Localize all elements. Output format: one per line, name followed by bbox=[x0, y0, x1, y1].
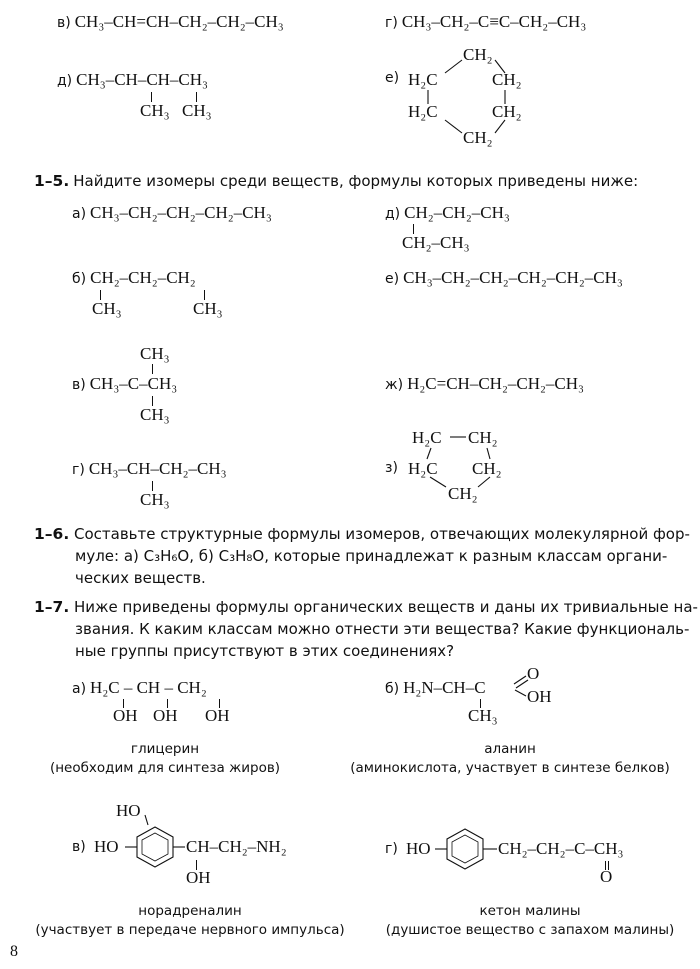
ring-atom: CH₂ bbox=[463, 45, 493, 64]
ring-atom: CH₂ bbox=[468, 428, 498, 447]
problem-number: 1–5. bbox=[34, 172, 70, 190]
ring-atom: CH₂ bbox=[492, 102, 522, 121]
item-label: а) bbox=[72, 681, 87, 697]
formula: CH₃–CH₂–CH₂–CH₂–CH₃ bbox=[90, 203, 272, 222]
substituent: CH₃ bbox=[193, 299, 223, 318]
item-label: в) bbox=[72, 839, 86, 855]
problem-text-line: ческих веществ. bbox=[75, 569, 206, 587]
compound-name: глицерин bbox=[130, 741, 200, 757]
side-chain: CH₂–CH₂–C–CH₃ bbox=[498, 839, 624, 858]
page-number: 8 bbox=[10, 943, 18, 960]
item-label: ж) bbox=[385, 377, 404, 393]
problem-number: 1–7. bbox=[34, 598, 70, 616]
item-b bbox=[72, 268, 196, 288]
formula: H₂C=CH–CH₂–CH₂–CH₃ bbox=[407, 374, 584, 393]
substituent: CH₃ bbox=[468, 706, 498, 725]
substituent: OH bbox=[186, 868, 211, 887]
acid-oxygen: O bbox=[527, 664, 540, 683]
item-d bbox=[385, 203, 510, 223]
substituent: OH bbox=[153, 706, 178, 725]
problem-text-line: ные группы присутствуют в этих соединениях? bbox=[75, 642, 455, 660]
compound-note: (необходим для синтеза жиров) bbox=[49, 760, 281, 776]
item-label: а) bbox=[72, 206, 87, 222]
ring-substituent: HO bbox=[406, 839, 431, 858]
ring-atom: H₂C bbox=[408, 70, 438, 89]
problem-1-5-heading bbox=[34, 172, 638, 191]
problem-text-line: муле: а) C₃H₆O, б) C₃H₈O, которые принадлежат к разным классам органи- bbox=[75, 547, 668, 565]
problem-1-6 bbox=[34, 523, 690, 589]
item-label: в) bbox=[57, 15, 71, 31]
item-label: в) bbox=[72, 377, 86, 393]
problem-text-line: звания. К каким классам можно отнести эти вещества? Какие функциональ- bbox=[75, 620, 690, 638]
ring-atom: CH₂ bbox=[492, 70, 522, 89]
ring-substituent: HO bbox=[94, 837, 119, 856]
ketone-oxygen: O bbox=[600, 867, 613, 886]
ring-atom: H₂C bbox=[412, 428, 442, 447]
problem-1-7 bbox=[34, 596, 698, 662]
ring-atom: CH₂ bbox=[448, 484, 478, 503]
substituent: CH₂–CH₃ bbox=[402, 233, 470, 252]
problem-number: 1–6. bbox=[34, 525, 70, 543]
formula: CH₃–CH₂–CH₂–CH₂–CH₂–CH₃ bbox=[403, 268, 623, 287]
acid-hydroxyl: OH bbox=[527, 687, 552, 706]
item-g bbox=[72, 459, 227, 479]
item-label: г) bbox=[385, 15, 398, 31]
formula: H₂N–CH–C bbox=[403, 678, 486, 697]
formula: CH₃–CH–CH–CH₃ bbox=[76, 70, 208, 89]
item-label: б) bbox=[72, 271, 87, 287]
formula: CH₃–CH–CH₂–CH₃ bbox=[88, 459, 227, 478]
formula: CH₃–CH=CH–CH₂–CH₂–CH₃ bbox=[74, 12, 284, 31]
item-e bbox=[385, 268, 623, 288]
substituent: CH₃ bbox=[140, 101, 170, 120]
side-chain: CH–CH₂–NH₂ bbox=[186, 837, 287, 856]
item-label: г) bbox=[385, 841, 398, 857]
item-label: г) bbox=[72, 462, 85, 478]
substituent: CH₃ bbox=[140, 344, 170, 363]
substituent: CH₃ bbox=[92, 299, 122, 318]
item-a bbox=[72, 203, 272, 223]
substituent: CH₃ bbox=[182, 101, 212, 120]
ring-atom: H₂C bbox=[408, 102, 438, 121]
bond-line bbox=[152, 364, 153, 374]
substituent: CH₃ bbox=[140, 405, 170, 424]
ring-substituent: HO bbox=[116, 801, 141, 820]
compound-name: кетон малины bbox=[479, 903, 581, 919]
formula: H₂C – CH – CH₂ bbox=[90, 678, 207, 697]
item-zh bbox=[385, 374, 584, 394]
ring-atom: CH₂ bbox=[472, 459, 502, 478]
substituent: OH bbox=[113, 706, 138, 725]
compound-alanine bbox=[385, 678, 486, 698]
compound-note: (душистое вещество с запахом малины) bbox=[385, 922, 675, 938]
formula: CH₂–CH₂–CH₃ bbox=[404, 203, 510, 222]
compound-name: норадреналин bbox=[138, 903, 242, 919]
item-v bbox=[72, 374, 177, 394]
problem-text-line: Ниже приведены формулы органических веществ и даны их тривиальные на- bbox=[74, 598, 698, 616]
compound-name: аланин bbox=[484, 741, 536, 757]
compound-note: (участвует в передаче нервного импульса) bbox=[35, 922, 345, 938]
item-label: з) bbox=[385, 460, 398, 476]
item-label: б) bbox=[385, 681, 400, 697]
problem-text-line: Составьте структурные формулы изомеров, отвечающих молекулярной фор- bbox=[74, 525, 690, 543]
formula: CH₃–CH₂–C≡C–CH₂–CH₃ bbox=[401, 12, 587, 31]
ring-atom: H₂C bbox=[408, 459, 438, 478]
formula: CH₃–C–CH₃ bbox=[89, 374, 178, 393]
compound-note: (аминокислота, участвует в синтезе белков) bbox=[350, 760, 670, 776]
substituent: OH bbox=[205, 706, 230, 725]
ring-atom: CH₂ bbox=[463, 128, 493, 147]
item-label: д) bbox=[57, 73, 73, 89]
substituent: CH₃ bbox=[140, 490, 170, 509]
compound-glycerin bbox=[72, 678, 207, 698]
formula: CH₂–CH₂–CH₂ bbox=[90, 268, 196, 287]
problem-text: Найдите изомеры среди веществ, формулы которых приведены ниже: bbox=[73, 172, 639, 190]
item-label: е) bbox=[385, 70, 400, 86]
item-label: е) bbox=[385, 271, 400, 287]
item-label: д) bbox=[385, 206, 401, 222]
